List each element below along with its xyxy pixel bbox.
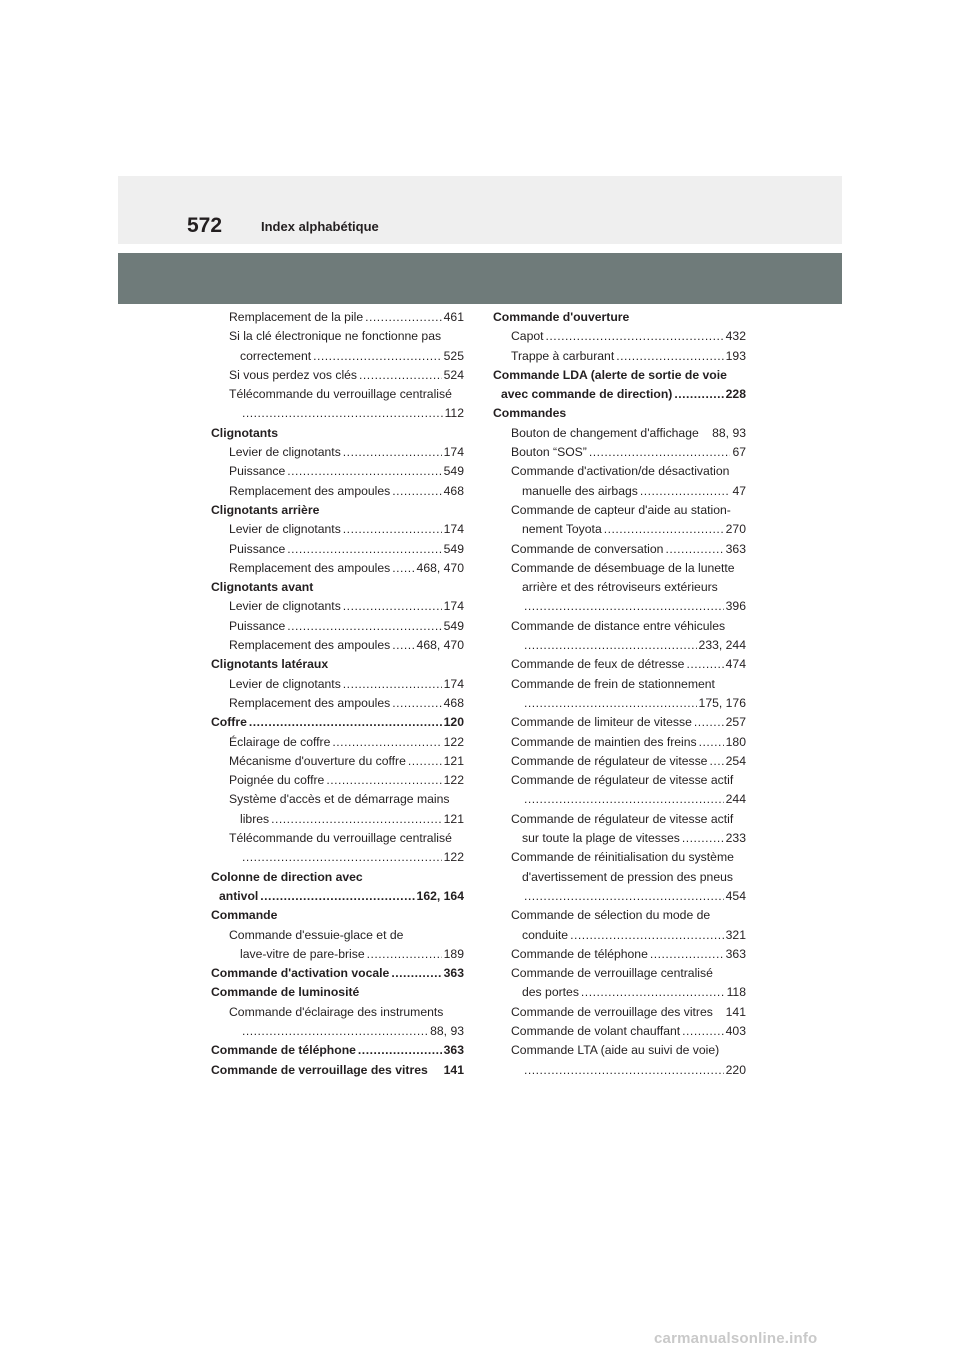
entry-text: Commande de régulateur de vitesse — [511, 753, 708, 768]
index-heading: Clignotants avant — [211, 580, 314, 595]
index-entry — [522, 887, 746, 906]
index-heading: Clignotants latéraux — [211, 657, 329, 672]
entry-text: Commande de téléphone — [511, 946, 648, 961]
page-ref: 321 — [725, 927, 746, 942]
index-entry — [240, 848, 464, 867]
index-heading: Commande d'ouverture — [493, 310, 630, 324]
index-entry — [522, 790, 746, 809]
entry-text: Capot — [511, 329, 544, 344]
page-ref: 88, 93 — [712, 425, 746, 440]
index-entry — [240, 347, 464, 366]
dot-leader — [699, 733, 724, 752]
index-entry — [229, 752, 464, 771]
index-entry: arrière et des rétroviseurs extérieurs — [522, 580, 718, 595]
index-entry — [522, 694, 746, 713]
index-entry — [240, 1022, 464, 1041]
index-entry: Télécommande du verrouillage centralisé — [229, 831, 452, 846]
entry-text: Commande de maintien des freins — [511, 734, 697, 749]
entry-text: Commande d'activation vocale — [211, 966, 390, 981]
index-entry — [229, 482, 464, 501]
index-entry — [229, 733, 464, 752]
page-ref: 403 — [725, 1023, 746, 1038]
dot-leader — [271, 810, 442, 829]
index-entry: Commande de sélection du mode de — [511, 908, 711, 923]
entry-text: Commande de limiteur de vitesse — [511, 715, 692, 730]
index-entry — [511, 655, 746, 674]
index-entry — [229, 597, 464, 616]
dot-leader — [343, 597, 442, 616]
page-ref: 174 — [443, 676, 464, 691]
dot-leader — [709, 752, 723, 771]
index-entry — [229, 559, 464, 578]
page-ref: 549 — [443, 464, 464, 479]
index-entry: Commande de capteur d'aide au station- — [511, 502, 731, 517]
page-ref: 193 — [725, 348, 746, 363]
index-entry — [229, 675, 464, 694]
index-entry: Commande d'éclairage des instruments — [229, 1004, 444, 1019]
entry-text: libres — [240, 811, 270, 826]
dot-leader — [546, 327, 724, 346]
page-ref: 122 — [443, 850, 464, 865]
entry-text: lave-vitre de pare-brise — [240, 946, 365, 961]
index-entry — [522, 520, 746, 539]
entry-text: Si vous perdez vos clés — [229, 367, 358, 382]
watermark: carmanualsonline.info — [654, 1330, 818, 1347]
index-entry — [522, 1061, 746, 1080]
index-entry — [522, 829, 746, 848]
page-ref: 233, 244 — [698, 638, 746, 653]
page-ref: 174 — [443, 445, 464, 460]
entry-text: Levier de clignotants — [229, 676, 341, 691]
index-entry: Commande de frein de stationnement — [511, 676, 715, 691]
page-ref: 257 — [725, 715, 746, 730]
index-entry — [229, 617, 464, 636]
page-ref: 363 — [725, 946, 746, 961]
dot-leader — [392, 694, 441, 713]
index-entry — [522, 926, 746, 945]
entry-text: Commande de feux de détresse — [511, 657, 685, 672]
page-ref: 468 — [443, 695, 464, 710]
dot-leader — [343, 675, 442, 694]
index-entry — [511, 327, 746, 346]
dot-leader — [408, 752, 442, 771]
entry-text: Remplacement de la pile — [229, 310, 364, 324]
dot-leader — [260, 887, 414, 906]
dot-leader — [242, 404, 443, 423]
entry-text: Remplacement des ampoules — [229, 560, 391, 575]
entry-text: sur toute la plage de vitesses — [522, 831, 680, 846]
index-heading — [501, 385, 746, 404]
index-entry: Télécommande du verrouillage centralisé — [229, 387, 452, 402]
entry-text: Remplacement des ampoules — [229, 638, 391, 653]
index-entry — [240, 945, 464, 964]
index-entry — [229, 694, 464, 713]
index-entry — [229, 308, 464, 327]
entry-text: Levier de clignotants — [229, 522, 341, 537]
page-ref: 549 — [443, 618, 464, 633]
entry-text: Commande de verrouillage des vitres — [211, 1062, 428, 1077]
dot-leader — [332, 733, 441, 752]
page-ref: 141 — [443, 1062, 464, 1077]
page-ref: 121 — [443, 753, 464, 768]
dot-leader — [524, 790, 724, 809]
dot-leader — [570, 926, 724, 945]
dot-leader — [392, 559, 414, 578]
dot-leader — [343, 520, 442, 539]
index-entry: Commande de réinitialisation du système — [511, 850, 734, 865]
header-band — [118, 176, 842, 244]
page-ref: 174 — [443, 522, 464, 537]
index-heading — [211, 1061, 464, 1080]
page-ref: 549 — [443, 541, 464, 556]
page-ref: 525 — [443, 348, 464, 363]
index-heading: Clignotants — [211, 425, 279, 440]
entry-text: Puissance — [229, 618, 286, 633]
index-heading — [211, 964, 464, 983]
entry-text: Coffre — [211, 715, 247, 730]
index-entry: Commande LTA (aide au suivi de voie) — [511, 1043, 720, 1058]
page-ref: 220 — [725, 1062, 746, 1077]
index-entry — [511, 945, 746, 964]
index-entry — [511, 540, 746, 559]
dot-leader — [674, 385, 723, 404]
page-ref: 363 — [725, 541, 746, 556]
entry-text: Éclairage de coffre — [229, 734, 331, 749]
dot-leader — [391, 964, 441, 983]
index-entry: Commande d'essuie-glace et de — [229, 927, 404, 942]
index-entry — [240, 404, 464, 423]
index-entry — [511, 424, 746, 443]
page-ref: 254 — [725, 753, 746, 768]
dot-leader — [640, 482, 731, 501]
page-ref: 524 — [443, 367, 464, 382]
page-ref: 189 — [443, 946, 464, 961]
page-ref: 270 — [725, 522, 746, 537]
index-heading: Colonne de direction avec — [211, 869, 363, 884]
index-entry — [522, 597, 746, 616]
index-entry — [511, 347, 746, 366]
index-column-right — [493, 308, 746, 1080]
page-number: 572 — [187, 214, 223, 237]
dot-leader — [392, 636, 414, 655]
index-entry — [229, 540, 464, 559]
page-ref: 244 — [725, 792, 746, 807]
entry-text: Remplacement des ampoules — [229, 483, 391, 498]
dot-leader — [343, 443, 442, 462]
dot-leader — [326, 771, 441, 790]
index-heading — [211, 1041, 464, 1060]
index-entry — [522, 482, 746, 501]
dot-leader — [682, 829, 724, 848]
dot-leader — [589, 443, 731, 462]
dot-leader — [249, 713, 442, 732]
page-ref: 233 — [725, 831, 746, 846]
entry-text: Bouton de changement d'affichage — [511, 425, 699, 440]
entry-text: avec commande de direction) — [501, 387, 673, 402]
page-ref: 122 — [443, 773, 464, 788]
dot-leader — [682, 1022, 724, 1041]
index-entry — [229, 462, 464, 481]
dot-leader — [581, 983, 725, 1002]
index-entry — [511, 733, 746, 752]
dot-leader — [392, 482, 441, 501]
entry-text: Remplacement des ampoules — [229, 695, 391, 710]
entry-text: nement Toyota — [522, 522, 602, 537]
entry-text: Commande de verrouillage des vitres — [511, 1004, 713, 1019]
dot-leader — [359, 366, 442, 385]
dot-leader — [616, 347, 723, 366]
dot-leader — [242, 1022, 428, 1041]
page-ref: 432 — [725, 329, 746, 344]
page-ref: 121 — [443, 811, 464, 826]
index-entry — [229, 443, 464, 462]
dot-leader — [686, 655, 723, 674]
entry-text: Commande de téléphone — [211, 1043, 356, 1058]
dot-leader — [524, 636, 697, 655]
dot-leader — [524, 1061, 724, 1080]
entry-text: Trappe à carburant — [511, 348, 615, 363]
page-ref: 461 — [443, 310, 464, 324]
index-heading — [219, 887, 464, 906]
dot-leader — [313, 347, 442, 366]
entry-text: Commande de volant chauffant — [511, 1023, 681, 1038]
dot-leader — [365, 308, 442, 327]
index-entry — [511, 713, 746, 732]
dot-leader — [665, 540, 723, 559]
index-entry: Système d'accès et de démarrage mains — [229, 792, 450, 807]
index-entry: Commande de régulateur de vitesse actif — [511, 811, 734, 826]
page-ref: 67 — [732, 445, 746, 460]
page-title: Index alphabétique — [261, 219, 379, 234]
index-entry — [522, 636, 746, 655]
page-ref: 118 — [726, 985, 746, 1000]
page-ref: 454 — [725, 888, 746, 903]
page-ref: 47 — [732, 483, 746, 498]
entry-text: correctement — [240, 348, 312, 363]
dot-leader — [287, 617, 441, 636]
index-entry: Commande de distance entre véhicules — [511, 618, 726, 633]
index-entry — [229, 366, 464, 385]
entry-text: manuelle des airbags — [522, 483, 638, 498]
index-entry — [240, 810, 464, 829]
dot-leader — [287, 540, 441, 559]
index-entry — [229, 520, 464, 539]
index-entry: Commande d'activation/de désactivation — [511, 464, 730, 479]
page-ref: 112 — [444, 406, 464, 421]
dot-leader — [650, 945, 724, 964]
index-entry — [522, 983, 746, 1002]
index-entry — [229, 636, 464, 655]
entry-text: Levier de clignotants — [229, 445, 341, 460]
index-entry: d'avertissement de pression des pneus — [522, 869, 733, 884]
dot-leader — [604, 520, 724, 539]
page-ref: 141 — [725, 1004, 746, 1019]
page-ref: 363 — [443, 1043, 464, 1058]
index-entry — [511, 443, 746, 462]
entry-text: Puissance — [229, 464, 286, 479]
page-ref: 363 — [443, 966, 464, 981]
index-entry: Commande de régulateur de vitesse actif — [511, 773, 734, 788]
index-entry — [511, 1022, 746, 1041]
page-ref: 468 — [443, 483, 464, 498]
entry-text: Puissance — [229, 541, 286, 556]
dot-leader — [524, 887, 724, 906]
index-heading — [211, 713, 464, 732]
index-entry — [511, 752, 746, 771]
dot-leader — [358, 1041, 442, 1060]
page-ref: 468, 470 — [416, 638, 464, 653]
index-column-left — [211, 308, 464, 1080]
entry-text: Poignée du coffre — [229, 773, 325, 788]
index-entry: Commande de verrouillage centralisé — [511, 966, 713, 981]
index-heading: Commandes — [493, 406, 567, 421]
page-ref: 174 — [443, 599, 464, 614]
entry-text: Mécanisme d'ouverture du coffre — [229, 753, 406, 768]
entry-text: Bouton “SOS” — [511, 445, 587, 460]
dot-leader — [287, 462, 441, 481]
page-ref: 175, 176 — [698, 695, 746, 710]
dot-leader — [242, 848, 442, 867]
page-ref: 162, 164 — [416, 888, 464, 903]
dot-leader — [694, 713, 724, 732]
index-entry — [511, 1003, 746, 1022]
page-ref: 88, 93 — [430, 1023, 464, 1038]
page-ref: 120 — [443, 715, 464, 730]
page-ref: 474 — [725, 657, 746, 672]
index-entry — [229, 771, 464, 790]
page-ref: 180 — [725, 734, 746, 749]
index-heading: Commande de luminosité — [211, 985, 360, 1000]
entry-text: Commande de conversation — [511, 541, 664, 556]
index-entry: Commande de désembuage de la lunette — [511, 560, 735, 575]
header-dark-band — [118, 253, 842, 304]
index-heading: Clignotants arrière — [211, 502, 320, 517]
page-ref: 396 — [725, 599, 746, 614]
entry-text: Levier de clignotants — [229, 599, 341, 614]
dot-leader — [367, 945, 442, 964]
page-ref: 228 — [725, 387, 746, 402]
entry-text: des portes — [522, 985, 579, 1000]
dot-leader — [524, 597, 724, 616]
entry-text: conduite — [522, 927, 569, 942]
index-heading: Commande LDA (alerte de sortie de voie — [493, 367, 727, 382]
entry-text: antivol — [219, 888, 259, 903]
index-heading: Commande — [211, 908, 278, 923]
page-ref: 122 — [443, 734, 464, 749]
page-ref: 468, 470 — [416, 560, 464, 575]
dot-leader — [524, 694, 697, 713]
index-entry: Si la clé électronique ne fonctionne pas — [229, 329, 442, 344]
